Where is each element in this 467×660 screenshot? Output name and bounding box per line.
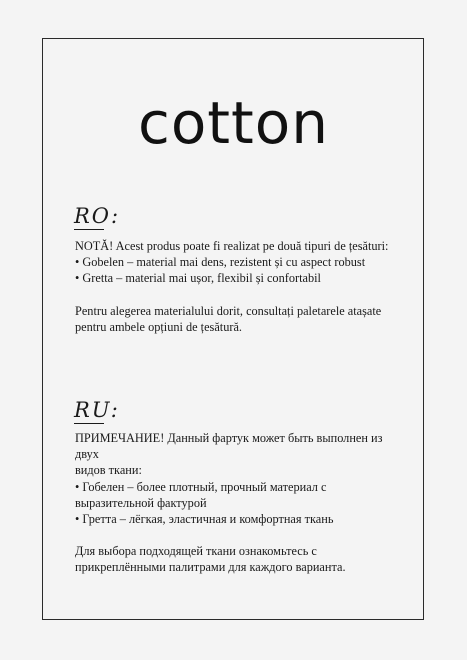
heading-underline [74,229,104,230]
russian-paragraph-line: Для выбора подходящей ткани ознакомьтесь с [75,544,317,559]
russian-section-heading [74,398,120,422]
russian-note-line: ПРИМЕЧАНИЕ! Данный фартук может быть выполнен из двух [75,431,383,462]
russian-paragraph-line: прикреплёнными палитрами для каждого варианта. [75,560,346,575]
romanian-paragraph-line: pentru ambele opțiuni de țesătură. [75,319,242,334]
russian-bullet-gobelen-cont: выразительной фактурой [75,495,207,510]
heading-underline [74,423,104,424]
romanian-section [75,238,405,335]
romanian-heading-text: RO: [74,204,121,228]
romanian-paragraph-line: Pentru alegerea materialului dorit, consultați paletarele atașate [75,303,382,318]
russian-note-line: видов ткани: [75,463,142,478]
russian-heading-text: RU: [74,398,120,422]
romanian-note: NOTĂ! Acest produs poate fi realizat pe două tipuri de țesături: [75,239,389,253]
russian-section [75,430,405,576]
brand-logo: cotton [137,89,330,157]
romanian-bullet-gobelen: • Gobelen – material mai dens, rezistent și cu aspect robust [75,255,366,270]
russian-bullet-gretta: • Гретта – лёгкая, эластичная и комфортная ткань [75,512,334,527]
russian-bullet-gobelen: • Гобелен – более плотный, прочный материал с [75,479,327,494]
romanian-section-heading [74,204,120,228]
romanian-bullet-gretta: • Gretta – material mai ușor, flexibil și confortabil [75,271,321,286]
